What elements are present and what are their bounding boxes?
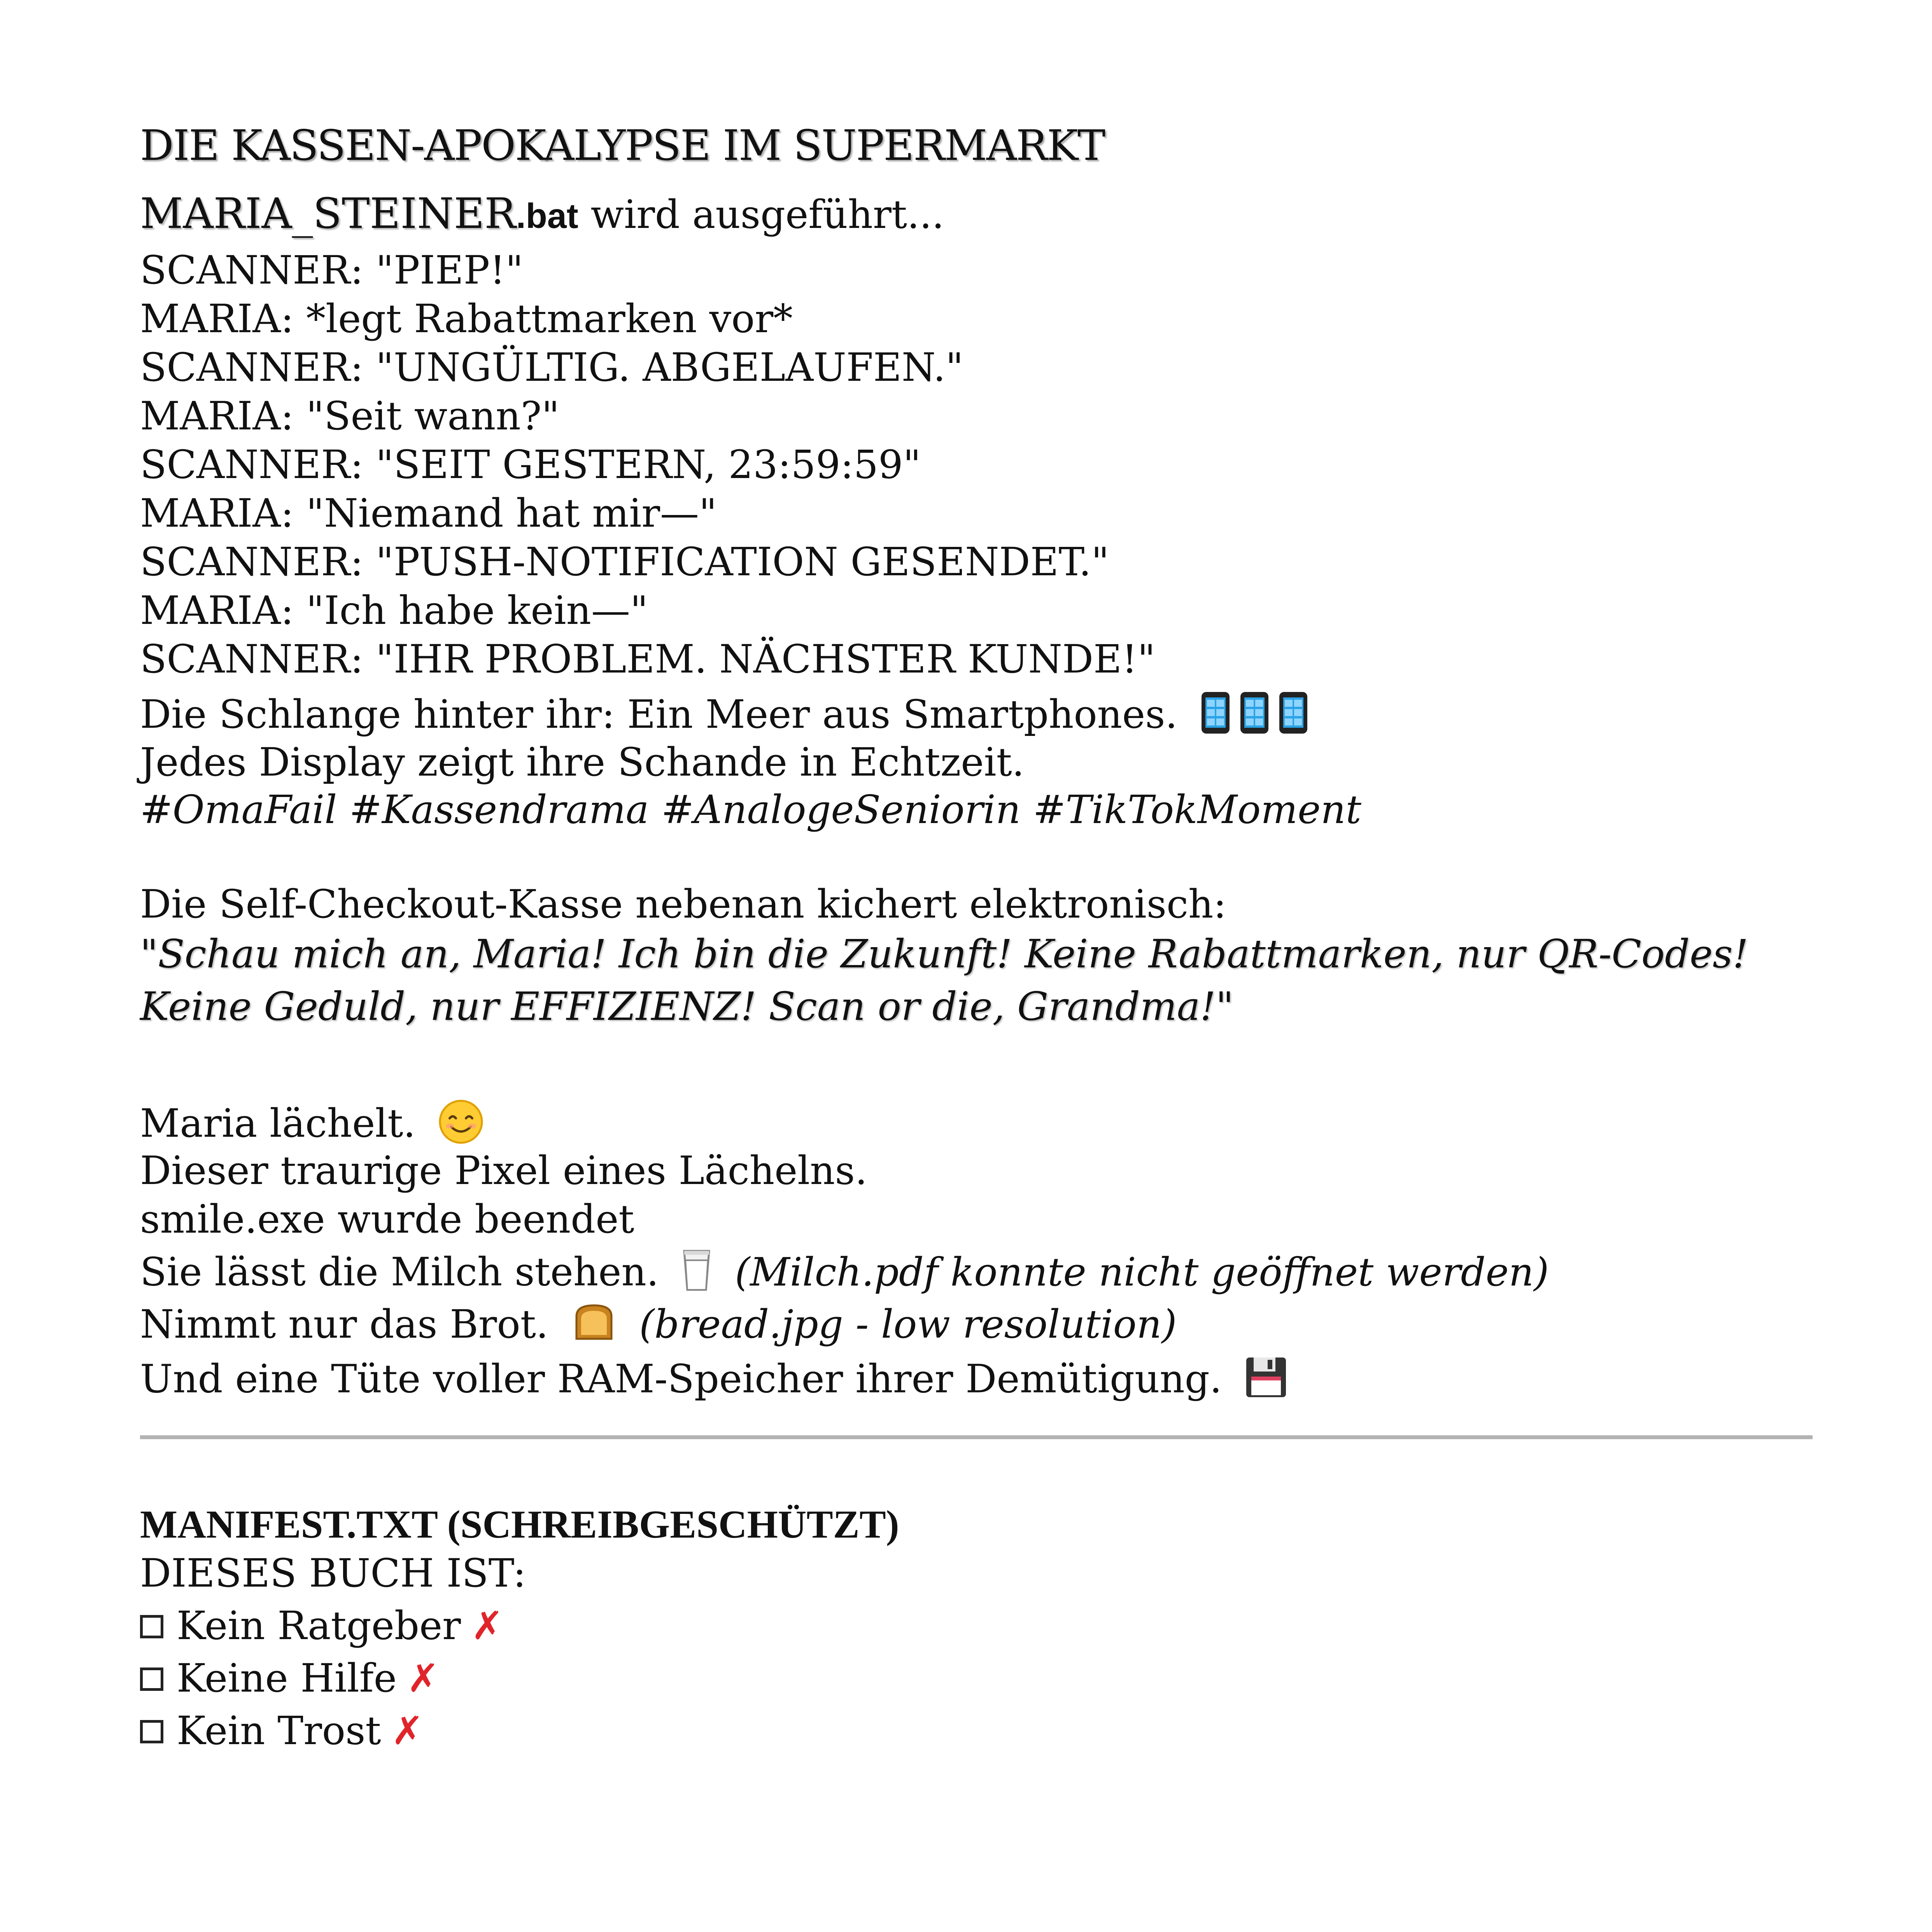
milk-note: (Milch.pdf konnte nicht geöffnet werden) [735,1249,1549,1295]
dialogue-line: MARIA: "Niemand hat mir—" [140,490,717,536]
bat-extension: .bat [516,197,578,236]
self-checkout-quote-text: Schau mich an, Maria! Ich bin die Zukunft! Keine Rabattmarken, nur QR-Codes! Keine Geduld, nur EFFIZIENZ! Scan or die, Grandma! [140,931,1748,1029]
checklist-item [140,1603,504,1649]
bread-line [140,1301,1177,1352]
smiling-face-icon [438,1099,484,1155]
divider [140,1435,1813,1439]
dialogue-line: MARIA: "Ich habe kein—" [140,588,648,633]
dialogue-line: SCANNER: "PIEP!" [140,247,524,293]
milk-glass-icon [681,1249,712,1302]
smile-line [140,1099,484,1155]
checkbox-icon [140,1615,163,1638]
manifest-title: MANIFEST.TXT (SCHREIBGESCHÜTZT) [140,1503,899,1547]
bread-note: (bread.jpg - low resolution) [639,1301,1177,1347]
display-line: Jedes Display zeigt ihre Schande in Echtzeit. [140,739,1025,785]
checklist-label: Kein Trost [177,1708,381,1753]
page-title: DIE KASSEN-APOKALYPSE IM SUPERMARKT [140,121,1105,170]
manifest-intro: DIESES BUCH IST: [140,1550,526,1596]
dialogue-line: MARIA: *legt Rabattmarken vor* [140,296,793,342]
hashtags: #OmaFail #Kassendrama #AnalogeSeniorin #TikTokMoment [140,787,1361,832]
bag-line [140,1356,1288,1409]
bat-rest: wird ausgeführt... [578,192,944,237]
queue-line [140,690,1309,745]
checkbox-icon [140,1668,163,1691]
checklist-label: Keine Hilfe [177,1655,397,1701]
pixel-line: Dieser traurige Pixel eines Lächelns. [140,1148,867,1193]
checklist-label: Kein Ratgeber [177,1603,461,1648]
exe-line: smile.exe wurde beendet [140,1196,634,1242]
dialogue-line: SCANNER: "PUSH-NOTIFICATION GESENDET." [140,539,1109,585]
milk-text: Sie lässt die Milch stehen. [140,1249,659,1295]
dialogue-line: SCANNER: "SEIT GESTERN, 23:59:59" [140,442,921,487]
checkbox-icon [140,1720,163,1743]
bat-name: MARIA_STEINER [140,189,516,238]
checklist-item [140,1708,424,1754]
self-checkout-quote: "Schau mich an, Maria! Ich bin die Zukunft! Keine Rabattmarken, nur QR-Codes! Keine Geduld, nur EFFIZIENZ! Scan or die, Grandma!" [140,931,1748,1029]
dialogue-line: SCANNER: "IHR PROBLEM. NÄCHSTER KUNDE!" [140,636,1156,682]
smile-text: Maria lächelt. [140,1100,416,1146]
dialogue-line: SCANNER: "UNGÜLTIG. ABGELAUFEN." [140,345,963,390]
bag-text: Und eine Tüte voller RAM-Speicher ihrer Demütigung. [140,1356,1222,1402]
checklist-item [140,1655,440,1702]
mobile-phone-icon [1200,690,1309,745]
dialogue-line: MARIA: "Seit wann?" [140,393,560,439]
queue-text: Die Schlange hinter ihr: Ein Meer aus Smartphones. [140,692,1178,737]
cross-mark-icon: ✗ [471,1603,504,1648]
milk-line [140,1249,1549,1302]
self-checkout-intro: Die Self-Checkout-Kasse nebenan kichert elektronisch: [140,881,1227,927]
cross-mark-icon: ✗ [391,1708,424,1753]
bread-icon [571,1303,617,1352]
cross-mark-icon: ✗ [406,1655,440,1701]
floppy-disk-icon [1244,1356,1288,1409]
bread-text: Nimmt nur das Brot. [140,1301,548,1347]
bat-line [140,191,944,240]
